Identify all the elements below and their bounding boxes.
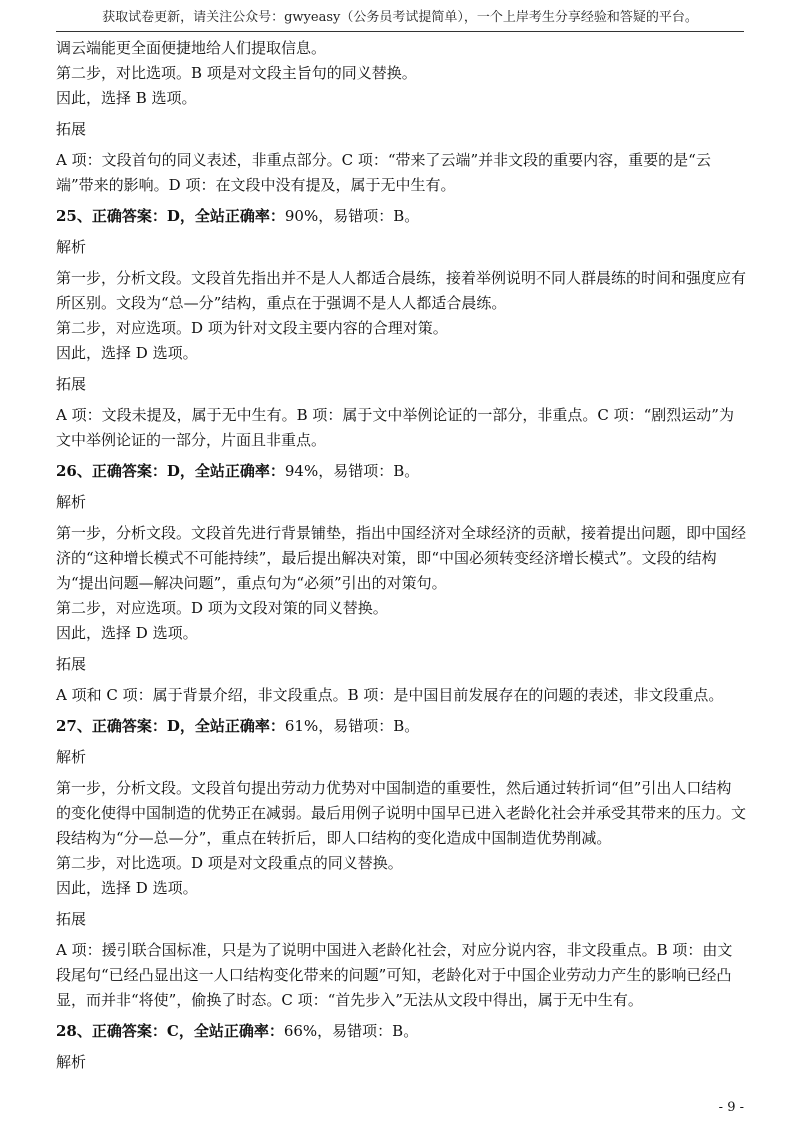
answer-heading-bold: 28、正确答案：C，全站正确率： [56, 1022, 284, 1040]
answer-heading [56, 714, 746, 739]
question-26-section [56, 459, 746, 708]
answer-content [56, 36, 746, 1075]
conclusion-text: 因此，选择 D 选项。 [56, 624, 198, 642]
step-two-text: 第二步，对比选项。B 项是对文段主旨句的同义替换。 [56, 64, 417, 82]
analysis-text: 调云端能更全面便捷地给人们提取信息。 [56, 39, 327, 57]
answer-heading [56, 204, 746, 229]
extension-label: 拓展 [56, 375, 87, 393]
conclusion-text: 因此，选择 D 选项。 [56, 344, 198, 362]
analysis-label: 解析 [56, 493, 87, 511]
page-number: - 9 - [718, 1100, 744, 1115]
step-one-text: 第一步，分析文段。文段首句提出劳动力优势对中国制造的重要性，然后通过转折词“但”引出人口结构的变化使得中国制造的优势正在减弱。最后用例子说明中国早已进入老龄化社会并承受其带来的压力。文段结构为“分—总—分”，重点在转折后，即人口结构的变化造成中国制造优势削减。 [56, 779, 747, 847]
extension-text: A 项：援引联合国标准，只是为了说明中国进入老龄化社会，对应分说内容，非文段重点。B 项：由文段尾句“已经凸显出这一人口结构变化带来的问题”可知，老龄化对于中国企业劳动力产生的影响已经凸显，而并非“将使”，偷换了时态。C 项：“首先步入”无法从文段中得出，属于无中生有。 [56, 941, 733, 1009]
answer-heading-rate: 66%，易错项：B。 [283, 1022, 419, 1040]
step-two-text: 第二步，对应选项。D 项为针对文段主要内容的合理对策。 [56, 319, 448, 337]
answer-heading-rate: 94%，易错项：B。 [284, 462, 420, 480]
page-header: 获取试卷更新，请关注公众号：gwyeasy（公务员考试提简单），一个上岸考生分享经验和答疑的平台。 [102, 10, 698, 25]
extension-label: 拓展 [56, 655, 87, 673]
question-25-section [56, 204, 746, 453]
step-one-text: 第一步，分析文段。文段首先指出并不是人人都适合晨练，接着举例说明不同人群晨练的时间和强度应有所区别。文段为“总—分”结构，重点在于强调不是人人都适合晨练。 [56, 269, 747, 312]
extension-text: A 项和 C 项：属于背景介绍，非文段重点。B 项：是中国目前发展存在的问题的表述，非文段重点。 [56, 686, 724, 704]
header-divider [56, 31, 744, 32]
answer-heading [56, 1019, 746, 1044]
analysis-label: 解析 [56, 748, 87, 766]
analysis-label: 解析 [56, 1053, 87, 1071]
step-one-text: 第一步，分析文段。文段首先进行背景铺垫，指出中国经济对全球经济的贡献，接着提出问题，即中国经济的“这种增长模式不可能持续”，最后提出解决对策，即“中国必须转变经济增长模式”。文段的结构为“提出问题—解决问题”，重点句为“必须”引出的对策句。 [56, 524, 747, 592]
answer-heading-rate: 61%，易错项：B。 [284, 717, 420, 735]
conclusion-text: 因此，选择 D 选项。 [56, 879, 198, 897]
answer-heading-bold: 26、正确答案：D，全站正确率： [56, 462, 285, 480]
extension-label: 拓展 [56, 120, 87, 138]
extension-label: 拓展 [56, 910, 87, 928]
question-27-section [56, 714, 746, 1013]
answer-heading [56, 459, 746, 484]
answer-heading-bold: 27、正确答案：D，全站正确率： [56, 717, 285, 735]
extension-text: A 项：文段首句的同义表述，非重点部分。C 项：“带来了云端”并非文段的重要内容，重要的是“云端”带来的影响。D 项：在文段中没有提及，属于无中生有。 [56, 151, 711, 194]
step-two-text: 第二步，对比选项。D 项是对文段重点的同义替换。 [56, 854, 403, 872]
question-28-section [56, 1019, 746, 1075]
step-two-text: 第二步，对应选项。D 项为文段对策的同义替换。 [56, 599, 388, 617]
answer-heading-bold: 25、正确答案：D，全站正确率： [56, 207, 285, 225]
question-24-section [56, 36, 746, 198]
analysis-label: 解析 [56, 238, 87, 256]
conclusion-text: 因此，选择 B 选项。 [56, 89, 197, 107]
extension-text: A 项：文段未提及，属于无中生有。B 项：属于文中举例论证的一部分，非重点。C 项：“剧烈运动”为文中举例论证的一部分，片面且非重点。 [56, 406, 734, 449]
answer-heading-rate: 90%，易错项：B。 [284, 207, 420, 225]
